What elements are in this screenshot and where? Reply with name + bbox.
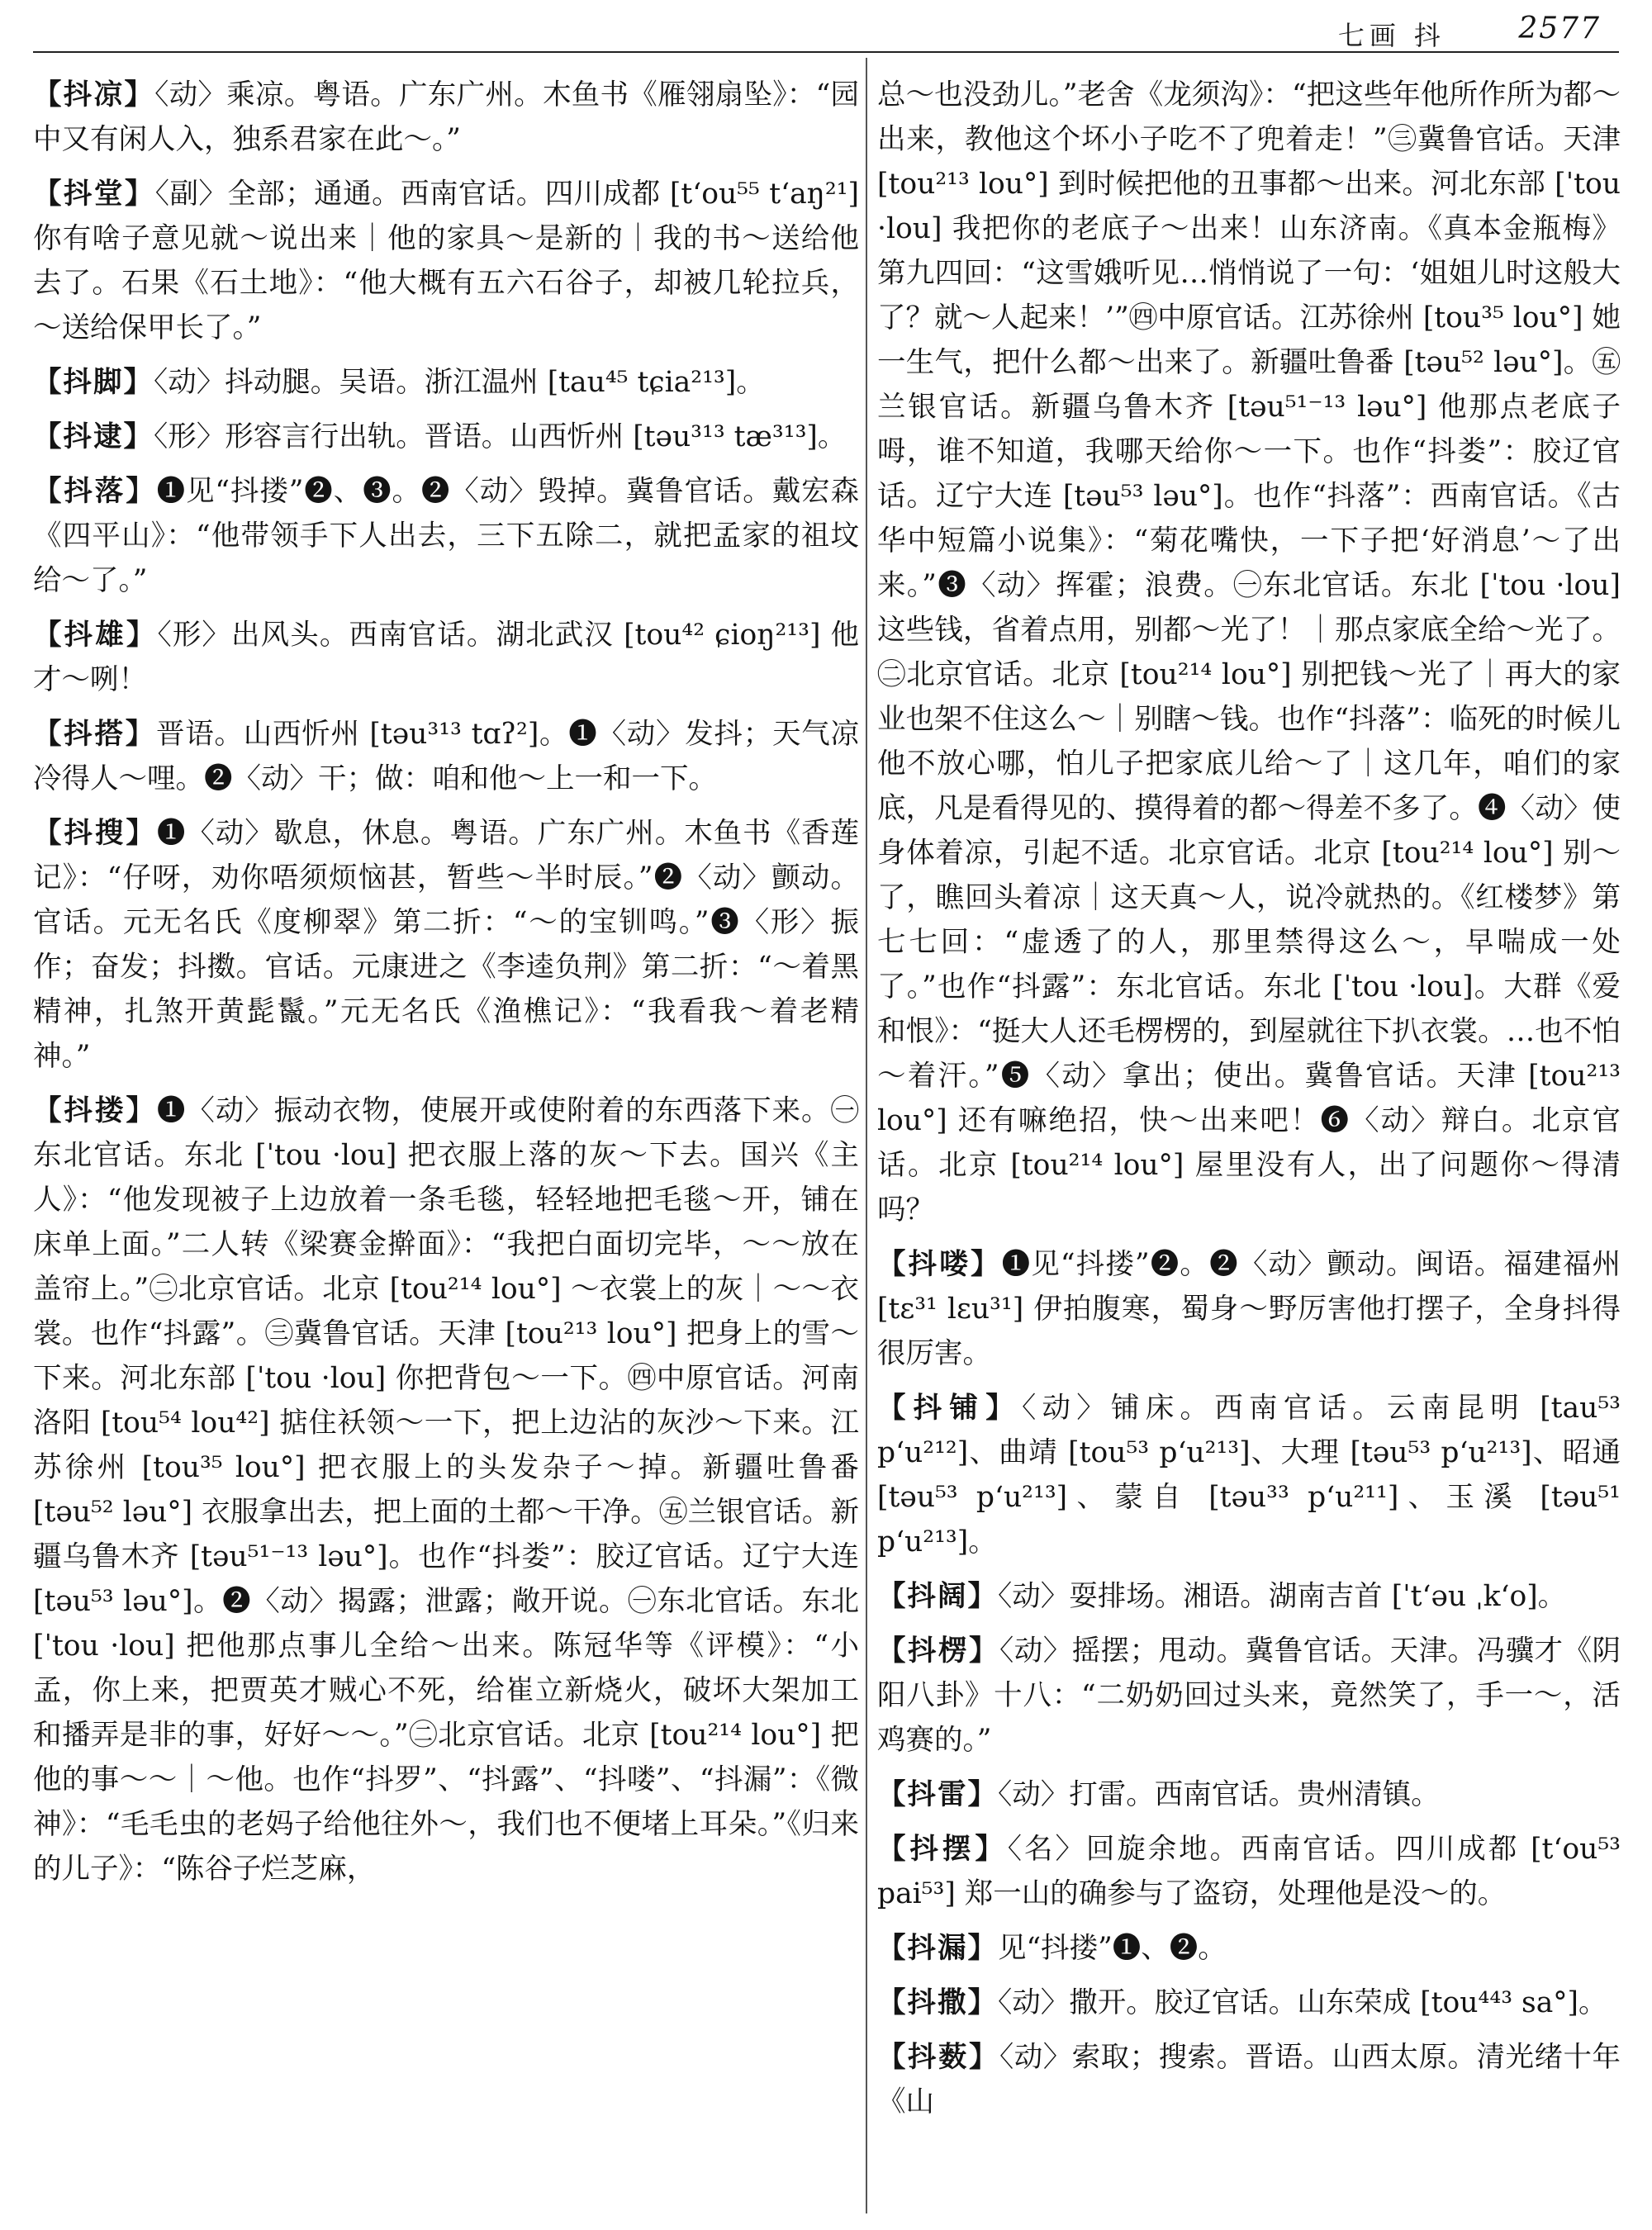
entry-definition: 〈动〉撒开。胶辽官话。山东荣成 [tou⁴⁴³ sa°]。 — [998, 1986, 1607, 2019]
entry-headword: 【抖铺】 — [877, 1392, 1022, 1425]
entry-headword: 【抖堂】 — [33, 178, 155, 211]
entry-headword: 【抖喽】 — [877, 1248, 1002, 1281]
column-divider — [866, 58, 867, 2213]
entry-definition: 〈动〉抖动腿。吴语。浙江温州 [tau⁴⁵ tɕia²¹³]。 — [154, 366, 765, 399]
entry-definition: 见“抖搂”❶、❷。 — [998, 1932, 1227, 1965]
dictionary-entry — [33, 172, 859, 350]
dictionary-entry — [33, 811, 859, 1079]
entry-definition: 〈动〉索取；搜索。晋语。山西太原。清光绪十年《山 — [877, 2041, 1621, 2118]
dictionary-entry — [33, 1089, 859, 1891]
entry-definition: ❶见“抖搂”❷。❷〈动〉颤动。闽语。福建福州 [tɛ³¹ lɛu³¹] 伊拍腹寒，蜀身～野厉害他打摆子，全身抖得很厉害。 — [877, 1248, 1621, 1370]
dictionary-entry — [877, 2035, 1621, 2124]
dictionary-entry — [33, 712, 859, 801]
entry-definition: 〈副〉全部；通通。西南官话。四川成都 [tʻou⁵⁵ tʻaŋ²¹] 你有啥子意见就～说出来｜他的家具～是新的｜我的书～送给他去了。石果《石土地》：“他大概有五六石谷子，却被几轮拉兵，～送给保甲长了。” — [33, 178, 859, 344]
section-title: 七画 抖 — [1337, 20, 1446, 51]
dictionary-entry — [877, 73, 1621, 1232]
entry-definition: 〈形〉形容言行出轨。晋语。山西忻州 [təu³¹³ tæ³¹³]。 — [154, 420, 847, 453]
entry-definition: 〈动〉乘凉。粤语。广东广州。木鱼书《雁翎扇坠》：“园中又有闲人入，独系君家在此～。” — [33, 78, 859, 156]
dictionary-entry — [33, 360, 859, 405]
dictionary-entry — [877, 1772, 1621, 1817]
entry-definition: ❶〈动〉歇息，休息。粤语。广东广州。木鱼书《香莲记》：“仔呀，劝你唔须烦恼甚，暂些～半时辰。”❷〈动〉颤动。官话。元无名氏《度柳翠》第二折：“～的宝钏鸣。”❸〈形〉振作；奋发；抖擞。官话。元康进之《李逵负荆》第二折：“～着黑精神，扎煞开黄髭鬣。”元无名氏《渔樵记》：“我看我～着老精神。” — [33, 817, 859, 1073]
entry-headword: 【抖脚】 — [33, 366, 154, 399]
entry-definition: 〈动〉铺床。西南官话。云南昆明 [tau⁵³ pʻu²¹²]、曲靖 [tou⁵³ pʻu²¹³]、大理 [təu⁵³ pʻu²¹³]、昭通 [təu⁵³ pʻu²¹³]、蒙自 [təu³³ pʻu²¹¹]、玉溪 [təu⁵¹ pʻu²¹³]。 — [877, 1392, 1621, 1559]
dictionary-entry — [877, 1386, 1621, 1564]
dictionary-entry — [877, 1242, 1621, 1376]
dictionary-entry — [33, 415, 859, 459]
entry-definition: 晋语。山西忻州 [təu³¹³ tɑʔ²]。❶〈动〉发抖；天气凉冷得人～哩。❷〈动〉干；做：咱和他～上一和一下。 — [33, 718, 859, 795]
header-rule — [33, 51, 1619, 53]
dictionary-entry — [33, 73, 859, 162]
entry-headword: 【抖阔】 — [877, 1580, 998, 1613]
entry-definition: 〈动〉打雷。西南官话。贵州清镇。 — [998, 1778, 1440, 1811]
entry-headword: 【抖搂】 — [33, 1094, 157, 1127]
entry-definition: ❶〈动〉振动衣物，使展开或使附着的东西落下来。㊀东北官话。东北 [ˈtou ·lou] 把衣服上落的灰～下去。国兴《主人》：“他发现被子上边放着一条毛毯，轻轻地把毛毯～开，铺在床单上面。”二人转《梁赛金擀面》：“我把白面切完毕，～～放在盖帘上。”㊁北京官话。北京 [tou²¹⁴ lou°] ～衣裳上的灰｜～～衣裳。也作“抖露”。㊂冀鲁官话。天津 [tou²¹³ lou°] 把身上的雪～下来。河北东部 [ˈtou ·lou] 你把背包～一下。㊃中原官话。河南洛阳 [tou⁵⁴ lou⁴²] 掂住袄领～一下，把上边沾的灰沙～下来。江苏徐州 [tou³⁵ lou°] 把衣服上的头发杂子～掉。新疆吐鲁番 [təu⁵² ləu°] 衣服拿出去，把上面的土都～干净。㊄兰银官话。新疆乌鲁木齐 [təu⁵¹⁻¹³ ləu°]。也作“抖娄”：胶辽官话。辽宁大连 [təu⁵³ ləu°]。❷〈动〉揭露；泄露；敞开说。㊀东北官话。东北 [ˈtou ·lou] 把他那点事儿全给～出来。陈冠华等《评模》：“小孟，你上来，把贾英才贼心不死，给崔立新烧火，破坏大架加工和播弄是非的事，好好～～。”㊁北京官话。北京 [tou²¹⁴ lou°] 把他的事～～｜～他。也作“抖罗”、“抖露”、“抖喽”、“抖漏”：《微神》：“毛毛虫的老妈子给他往外～，我们也不便堵上耳朵。”《归来的儿子》：“陈谷子烂芝麻， — [33, 1094, 859, 1886]
entry-headword: 【抖撒】 — [877, 1986, 998, 2019]
entry-definition: 〈形〉出风头。西南官话。湖北武汉 [tou⁴² ɕioŋ²¹³] 他才～咧！ — [33, 619, 859, 696]
dictionary-entry — [33, 613, 859, 702]
entry-headword: 【抖薮】 — [877, 2041, 999, 2074]
entry-definition: 〈名〉回旋余地。西南官话。四川成都 [tʻou⁵³ pai⁵³] 郑一山的确参与了盗窃，处理他是没～的。 — [877, 1833, 1621, 1910]
right-column — [877, 73, 1621, 2210]
page-number: 2577 — [1518, 12, 1601, 45]
dictionary-entry — [33, 469, 859, 603]
entry-definition: 〈动〉耍排场。湘语。湖南吉首 [ˈtʻəu ˌkʻo]。 — [998, 1580, 1567, 1613]
entry-headword: 【抖摆】 — [877, 1833, 1008, 1866]
dictionary-entry — [877, 1981, 1621, 2025]
entry-headword: 【抖逮】 — [33, 420, 154, 453]
dictionary-entry — [877, 1827, 1621, 1916]
dictionary-entry — [877, 1926, 1621, 1971]
left-column — [33, 73, 859, 2210]
entry-headword: 【抖楞】 — [877, 1635, 999, 1668]
entry-definition: 〈动〉摇摆；甩动。冀鲁官话。天津。冯骥才《阴阳八卦》十八：“二奶奶回过头来，竟然笑了，手一～，活鸡赛的。” — [877, 1635, 1621, 1757]
entry-headword: 【抖落】 — [33, 475, 157, 508]
dictionary-entry — [877, 1629, 1621, 1763]
entry-definition: 总～也没劲儿。”老舍《龙须沟》：“把这些年他所作所为都～出来，教他这个坏小子吃不了兜着走！”㊂冀鲁官话。天津 [tou²¹³ lou°] 到时候把他的丑事都～出来。河北东部 [ˈtou ·lou] 我把你的老底子～出来！山东济南。《真本金瓶梅》第九四回：“这雪娥听见…悄悄说了一句：‘姐姐儿时这般大了？就～人起来！’”㊃中原官话。江苏徐州 [tou³⁵ lou°] 她一生气，把什么都～出来了。新疆吐鲁番 [təu⁵² ləu°]。㊄兰银官话。新疆乌鲁木齐 [təu⁵¹⁻¹³ ləu°] 他那点老底子呣，谁不知道，我哪天给你～一下。也作“抖娄”：胶辽官话。辽宁大连 [təu⁵³ ləu°]。也作“抖落”：西南官话。《古华中短篇小说集》：“菊花嘴快，一下子把‘好消息’～了出来。”❸〈动〉挥霍；浪费。㊀东北官话。东北 [ˈtou ·lou] 这些钱，省着点用，别都～光了！｜那点家底全给～光了。㊁北京官话。北京 [tou²¹⁴ lou°] 别把钱～光了｜再大的家业也架不住这么～｜别瞎～钱。也作“抖落”：临死的时候儿他不放心哪，怕儿子把家底儿给～了｜这几年，咱们的家底，凡是看得见的、摸得着的都～得差不多了。❹〈动〉使身体着凉，引起不适。北京官话。北京 [tou²¹⁴ lou°] 别～了，瞧回头着凉｜这天真～人，说冷就热的。《红楼梦》第七七回：“虚透了的人，那里禁得这么～，早喘成一处了。”也作“抖露”：东北官话。东北 [ˈtou ·lou]。大群《爱和恨》：“挺大人还毛楞楞的，到屋就往下扒衣裳。…也不怕～着汗。”❺〈动〉拿出；使出。冀鲁官话。天津 [tou²¹³ lou°] 还有嘛绝招，快～出来吧！❻〈动〉辩白。北京官话。北京 [tou²¹⁴ lou°] 屋里没有人，出了问题你～得清吗？ — [877, 78, 1621, 1226]
entry-headword: 【抖搜】 — [33, 817, 157, 850]
entry-headword: 【抖搭】 — [33, 718, 156, 751]
entry-headword: 【抖雷】 — [877, 1778, 998, 1811]
entry-definition: ❶见“抖搂”❷、❸。❷〈动〉毁掉。冀鲁官话。戴宏森《四平山》：“他带领手下人出去，三下五除二，就把孟家的祖坟给～了。” — [33, 475, 859, 597]
entry-headword: 【抖漏】 — [877, 1932, 998, 1965]
dictionary-entry — [877, 1574, 1621, 1619]
page-header — [0, 0, 1652, 51]
entry-headword: 【抖凉】 — [33, 78, 155, 112]
entry-headword: 【抖雄】 — [33, 619, 158, 652]
